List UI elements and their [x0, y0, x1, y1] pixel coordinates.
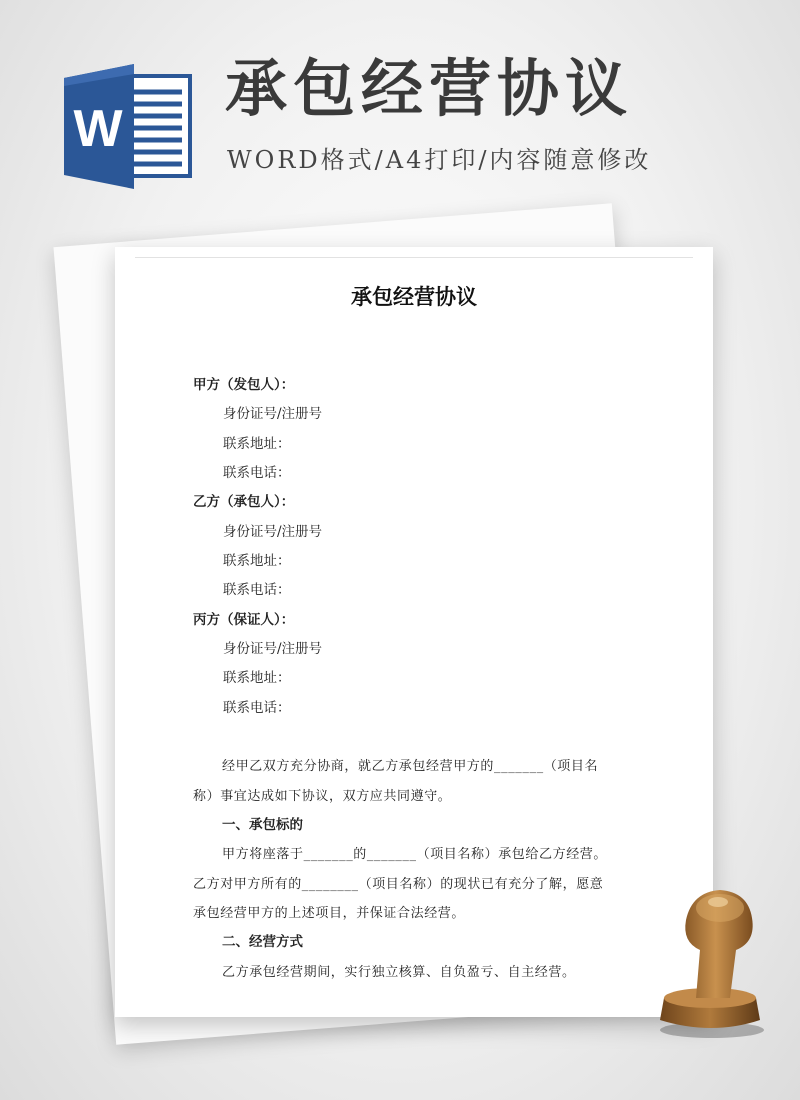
section-2-line-1: 乙方承包经营期间，实行独立核算、自负盈亏、自主经营。 [222, 965, 576, 980]
party-a-phone-field: 联系电话： [223, 465, 291, 481]
party-c-address-field: 联系地址： [223, 670, 291, 686]
section-1-line-3: 承包经营甲方的上述项目，并保证合法经营。 [193, 906, 466, 921]
party-b-id-field: 身份证号/注册号 [223, 524, 323, 540]
page-top-rule [135, 257, 693, 258]
party-b-address-field: 联系地址： [223, 553, 291, 569]
wooden-stamp-icon [652, 880, 770, 1040]
party-c-phone-field: 联系电话： [223, 700, 291, 716]
party-a-label: 甲方（发包人）： [193, 377, 295, 393]
banner-subtitle: WORD格式/A4打印/内容随意修改 [227, 146, 652, 174]
party-a-id-field: 身份证号/注册号 [223, 406, 323, 422]
intro-line-2: 称）事宜达成如下协议，双方应共同遵守。 [193, 789, 452, 804]
banner-title: 承包经营协议 [225, 52, 634, 125]
party-b-label: 乙方（承包人）： [193, 494, 295, 510]
party-b-phone-field: 联系电话： [223, 582, 291, 598]
section-1-heading: 一、承包标的 [222, 817, 303, 833]
intro-line-1: 经甲乙双方充分协商，就乙方承包经营甲方的_______（项目名 [222, 759, 599, 774]
document-page [115, 247, 713, 1017]
section-2-heading: 二、经营方式 [222, 934, 303, 950]
word-logo-icon [64, 64, 194, 189]
document-title: 承包经营协议 [351, 285, 477, 309]
party-c-id-field: 身份证号/注册号 [223, 641, 323, 657]
party-c-label: 丙方（保证人）： [193, 612, 295, 628]
section-1-line-2: 乙方对甲方所有的________（项目名称）的现状已有充分了解，愿意 [193, 877, 604, 892]
word-logo-letter: W [73, 100, 123, 158]
party-a-address-field: 联系地址： [223, 436, 291, 452]
section-1-line-1: 甲方将座落于_______的_______（项目名称）承包给乙方经营。 [222, 847, 607, 862]
